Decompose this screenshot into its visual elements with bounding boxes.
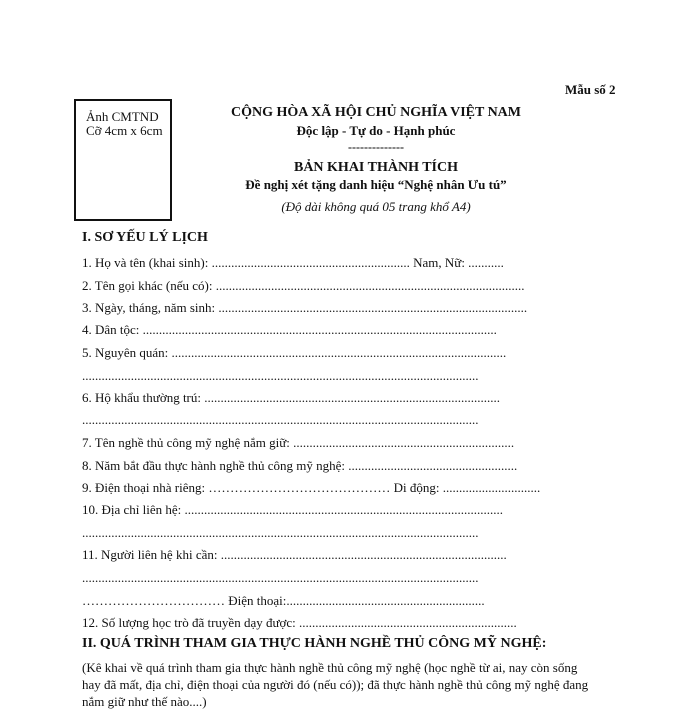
field-full-name: 1. Họ và tên (khai sinh): ............................................................. Nam, Nữ: ........... — [82, 255, 504, 270]
form-number: Mẫu số 2 — [565, 82, 616, 97]
section-2-heading: II. QUÁ TRÌNH THAM GIA THỰC HÀNH NGHỀ THỦ CÔNG MỸ NGHỆ: — [82, 636, 547, 651]
field-contact-address-continued: .......................................................................................................................... — [82, 525, 479, 540]
field-permanent-residence-continued: .......................................................................................................................... — [82, 412, 479, 427]
field-permanent-residence: 6. Hộ khẩu thường trú: ........................................................................................... — [82, 390, 500, 405]
field-hometown: 5. Nguyên quán: ....................................................................................................... — [82, 345, 507, 360]
field-contact-address: 10. Địa chỉ liên hệ: .................................................................................................. — [82, 502, 504, 517]
document-subtitle: Đề nghị xét tặng danh hiệu “Nghệ nhân Ưu tú” — [245, 177, 507, 192]
field-other-name: 2. Tên gọi khác (nếu có): ............................................................................................... — [82, 278, 525, 293]
national-title: CỘNG HÒA XÃ HỘI CHỦ NGHĨA VIỆT NAM — [230, 105, 521, 120]
national-motto: Độc lập - Tự do - Hạnh phúc — [296, 123, 456, 138]
photo-size-label: Cỡ 4cm x 6cm — [86, 123, 163, 138]
document-title: BẢN KHAI THÀNH TÍCH — [293, 160, 458, 175]
field-start-year: 8. Năm bắt đầu thực hành nghề thủ công mỹ nghệ: .................................................... — [82, 458, 518, 473]
photo-label: Ảnh CMTND — [86, 109, 159, 124]
motto-divider: -------------- — [348, 140, 404, 154]
field-emergency-contact: 11. Người liên hệ khi cần: ........................................................................................ — [82, 547, 507, 562]
section-1-heading: I. SƠ YẾU LÝ LỊCH — [82, 230, 208, 245]
field-emergency-contact-continued: .......................................................................................................................... — [82, 570, 479, 585]
document-length-note: (Độ dài không quá 05 trang khổ A4) — [281, 199, 471, 214]
field-date-of-birth: 3. Ngày, tháng, năm sinh: ............................................................................................... — [82, 300, 528, 315]
section-2-paragraph-line-2: hay đã mất, địa chỉ, điện thoại của người đó (nếu có)); đã thực hành nghề thủ công mỹ nghệ đang — [82, 677, 589, 692]
section-2-paragraph-line-3: nắm giữ như thế nào....) — [82, 694, 207, 709]
photo-placeholder-box — [74, 99, 172, 221]
field-students-count: 12. Số lượng học trò đã truyền dạy được: ................................................................... — [82, 615, 517, 630]
field-phone: 9. Điện thoại nhà riêng: …………………………………… Di động: .............................. — [82, 480, 541, 495]
field-hometown-continued: .......................................................................................................................... — [82, 368, 479, 383]
section-2-paragraph-line-1: (Kê khai về quá trình tham gia thực hành nghề thủ công mỹ nghệ (học nghề từ ai, nay còn sống — [82, 660, 578, 675]
field-emergency-contact-phone: …………………………… Điện thoại:............................................................. — [82, 593, 485, 608]
field-craft-held: 7. Tên nghề thủ công mỹ nghệ nắm giữ: .................................................................... — [82, 435, 515, 450]
field-ethnicity: 4. Dân tộc: ............................................................................................................. — [82, 322, 497, 337]
